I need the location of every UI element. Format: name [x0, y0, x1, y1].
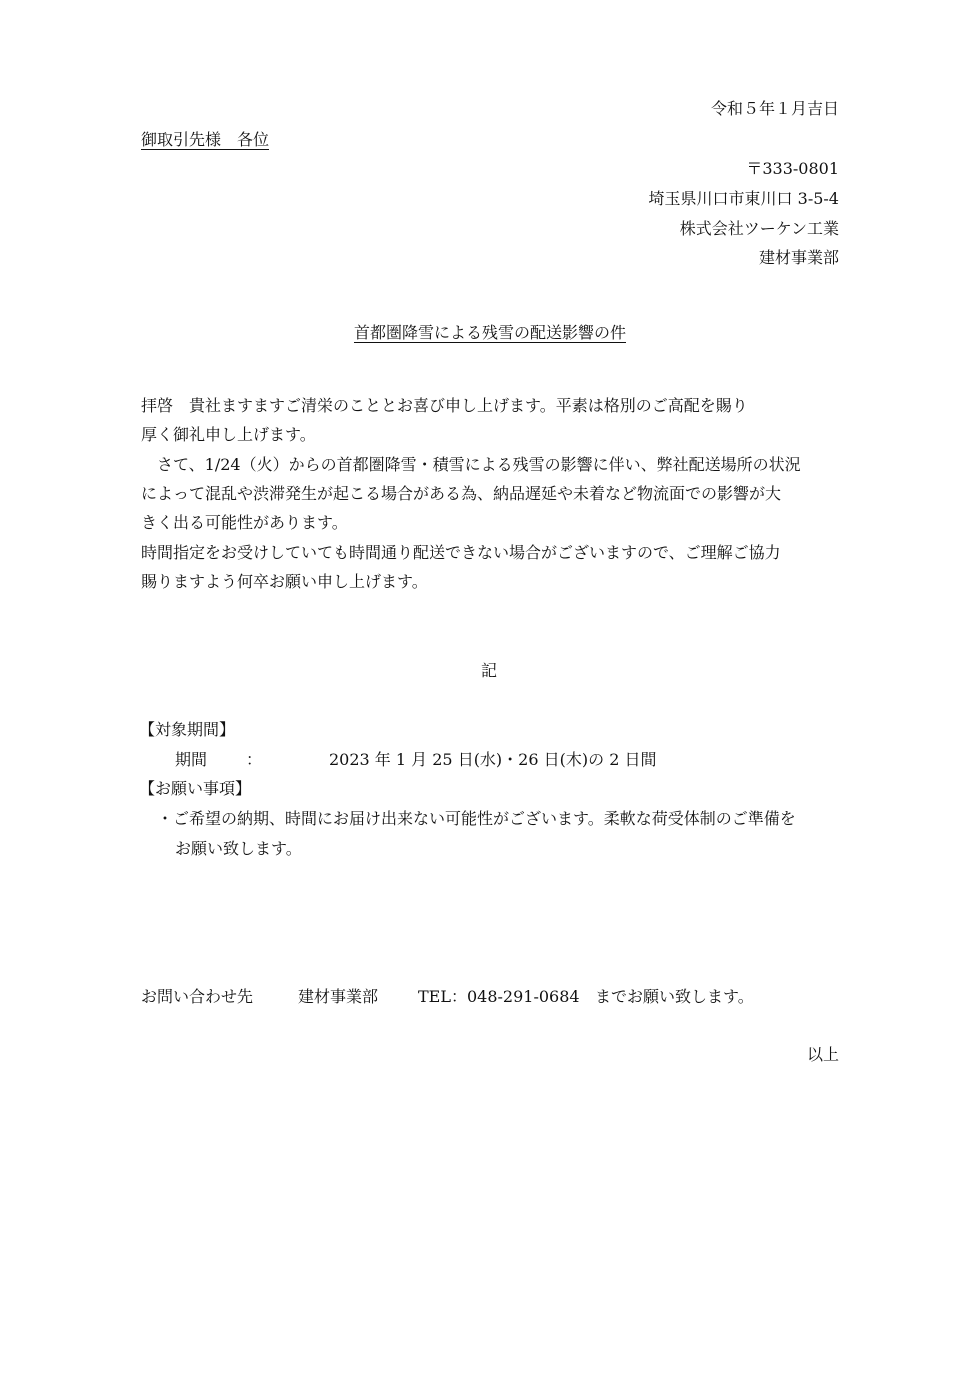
target-period-heading: 【対象期間】	[139, 720, 236, 739]
body-line-1: 拝啓 貴社ますますご清栄のこととお喜び申し上げます。平素は格別のご高配を賜り	[141, 396, 748, 415]
body-line-6: 時間指定をお受けしていても時間通り配送できない場合がございますので、ご理解ご協力	[141, 543, 781, 562]
contact-department: 建材事業部	[298, 987, 379, 1006]
ki-marker: 記	[481, 661, 498, 680]
request-heading: 【お願い事項】	[139, 779, 252, 798]
period-label: 期間	[175, 750, 208, 769]
sender-department: 建材事業部	[758, 248, 839, 267]
body-line-2: 厚く御礼申し上げます。	[141, 425, 316, 444]
contact-label: お問い合わせ先	[141, 987, 254, 1006]
subject-line	[0, 321, 980, 345]
recipient: 御取引先様 各位	[141, 130, 270, 149]
sender-address: 埼玉県川口市東川口 3-5-4	[648, 189, 839, 208]
document-date: 令和５年１月吉日	[710, 99, 839, 118]
contact-tel: TEL：048-291-0684	[418, 987, 580, 1006]
subject-title: 首都圏降雪による残雪の配送影響の件	[353, 323, 626, 342]
body-line-3: さて、1/24（火）からの首都圏降雪・積雪による残雪の影響に伴い、弊社配送場所の状況	[141, 455, 801, 474]
body-line-7: 賜りますよう何卒お願い申し上げます。	[141, 572, 428, 591]
sender-company: 株式会社ツーケン工業	[679, 219, 839, 238]
period-colon: ：	[246, 750, 263, 769]
body-line-5: きく出る可能性があります。	[141, 513, 348, 532]
sender-postal-code: 〒333-0801	[746, 159, 839, 178]
request-item-line-2: お願い致します。	[175, 839, 302, 858]
closing-ijo: 以上	[806, 1045, 839, 1064]
request-item-line-1: ・ご希望の納期、時間にお届け出来ない可能性がございます。柔軟な荷受体制のご準備を	[157, 809, 796, 828]
period-value: 2023 年 1 月 25 日(水)・26 日(木)の 2 日間	[329, 750, 657, 769]
contact-closing: までお願い致します。	[595, 987, 754, 1006]
body-line-4: によって混乱や渋滞発生が起こる場合がある為、納品遅延や未着など物流面での影響が大	[141, 484, 782, 503]
